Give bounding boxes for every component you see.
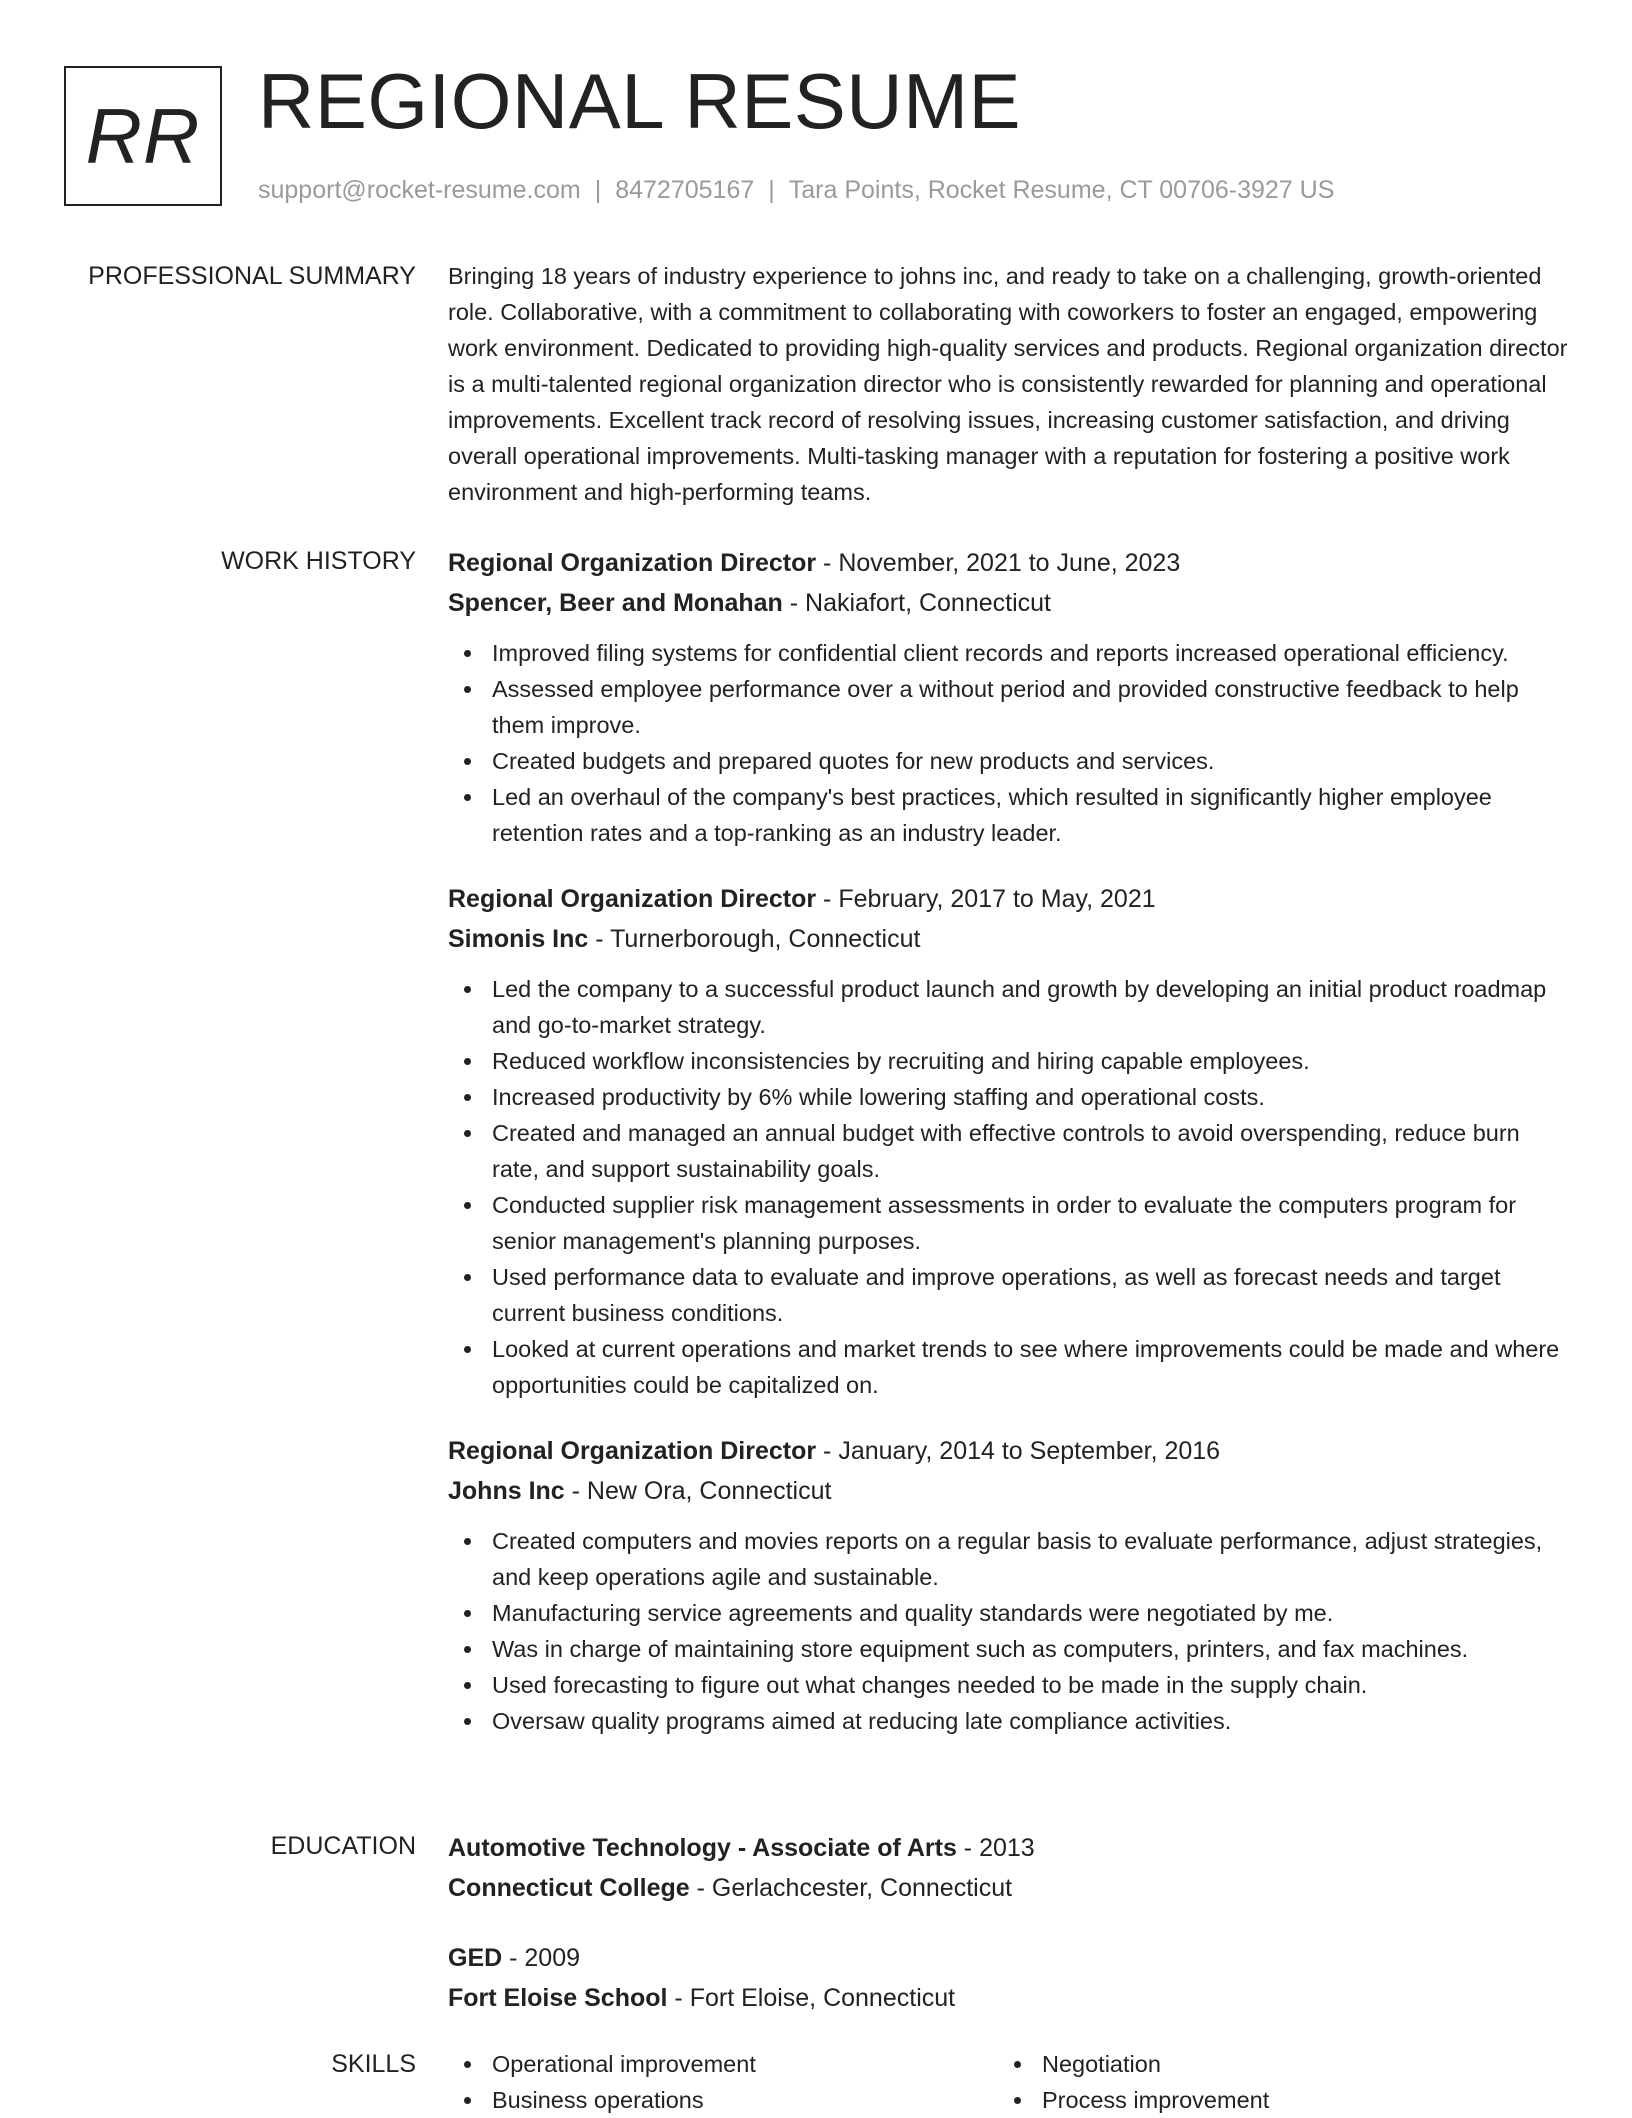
job-location: - New Ora, Connecticut (564, 1477, 832, 1505)
education-entry (448, 1828, 1570, 1908)
job-company: Johns Inc (448, 1477, 565, 1505)
contact-email: support@rocket-resume.com (258, 176, 581, 204)
job-title-line (448, 879, 1570, 919)
summary-body (448, 258, 1570, 510)
job-title-line (448, 543, 1570, 583)
job-company-line (448, 583, 1570, 623)
job-bullet: Led the company to a successful product launch and growth by developing an initial product roadmap and go-to-market strategy. (448, 971, 1570, 1043)
bullet-dot (464, 1610, 471, 1617)
job-company: Spencer, Beer and Monahan (448, 589, 783, 617)
bullet-dot (464, 1058, 471, 1065)
education-degree-line (448, 1938, 1570, 1978)
work-history-body (448, 543, 1570, 1739)
bullet-dot (464, 1274, 471, 1281)
education-school: Fort Eloise School (448, 1984, 668, 2012)
summary-text: Bringing 18 years of industry experience to johns inc, and ready to take on a challenging, growth-oriented role. Collaborative, with a commitment to collaborating with coworkers to foster an engaged, empowering work environment. Dedicated to providing high-quality services and products. Regional organization director is a multi-talented regional organization director who is consistently rewarded for planning and operational improvements. Excellent track record of resolving issues, increasing customer satisfaction, and driving overall operational improvements. Multi-tasking manager with a reputation for fostering a positive work environment and high-performing teams. (448, 263, 1568, 505)
bullet-dot (464, 1646, 471, 1653)
job-entry (448, 543, 1570, 851)
education-year: - 2009 (502, 1944, 581, 1972)
job-title: Regional Organization Director (448, 549, 817, 577)
skill-item: Business operations (448, 2082, 998, 2118)
job-bullet: Improved filing systems for confidential client records and reports increased operational efficiency. (448, 635, 1570, 671)
bullet-dot (464, 794, 471, 801)
contact-separator: | (768, 176, 775, 204)
bullet-dot (464, 2061, 471, 2068)
contact-line (258, 172, 1334, 208)
job-company-line (448, 919, 1570, 959)
education-degree: GED (448, 1944, 503, 1972)
job-bullet: Conducted supplier risk management assessments in order to evaluate the computers program for senior management's planning purposes. (448, 1187, 1570, 1259)
education-school-line (448, 1978, 1570, 2018)
bullet-dot (464, 1130, 471, 1137)
job-dates: - November, 2021 to June, 2023 (816, 549, 1181, 577)
contact-phone: 8472705167 (615, 176, 755, 204)
job-bullet: Assessed employee performance over a without period and provided constructive feedback to help them improve. (448, 671, 1570, 743)
resume-name: REGIONAL RESUME (258, 57, 1022, 145)
education-location: - Gerlachcester, Connecticut (689, 1874, 1013, 1902)
bullet-dot (464, 686, 471, 693)
job-location: - Turnerborough, Connecticut (588, 925, 921, 953)
education-school: Connecticut College (448, 1874, 690, 1902)
job-entry (448, 1431, 1570, 1739)
bullet-dot (464, 1346, 471, 1353)
job-bullet: Created budgets and prepared quotes for new products and services. (448, 743, 1570, 779)
job-company-line (448, 1471, 1570, 1511)
bullet-dot (464, 1202, 471, 1209)
job-bullet: Looked at current operations and market trends to see where improvements could be made and where opportunities could be capitalized on. (448, 1331, 1570, 1403)
contact-address: Tara Points, Rocket Resume, CT 00706-3927 US (788, 176, 1335, 204)
job-bullet: Used forecasting to figure out what changes needed to be made in the supply chain. (448, 1667, 1570, 1703)
skill-item: Process improvement (998, 2082, 1548, 2118)
bullet-dot (464, 758, 471, 765)
job-bullet: Led an overhaul of the company's best practices, which resulted in significantly higher employee retention rates and a top-ranking as an industry leader. (448, 779, 1570, 851)
job-entry (448, 879, 1570, 1403)
education-heading: EDUCATION (270, 1832, 416, 1860)
summary-heading: PROFESSIONAL SUMMARY (88, 262, 416, 290)
skills-body (448, 2046, 1570, 2118)
education-body (448, 1828, 1570, 2018)
education-degree: Automotive Technology - Associate of Arts (448, 1834, 957, 1862)
job-bullet: Manufacturing service agreements and quality standards were negotiated by me. (448, 1595, 1570, 1631)
bullet-dot (464, 1718, 471, 1725)
job-bullets (448, 971, 1570, 1403)
job-bullet: Reduced workflow inconsistencies by recruiting and hiring capable employees. (448, 1043, 1570, 1079)
bullet-dot (464, 1538, 471, 1545)
education-degree-line (448, 1828, 1570, 1868)
monogram-logo: RR (64, 66, 222, 206)
skills-heading: SKILLS (331, 2050, 416, 2078)
job-bullet: Increased productivity by 6% while lowering staffing and operational costs. (448, 1079, 1570, 1115)
education-entry (448, 1938, 1570, 2018)
job-bullet: Created and managed an annual budget with effective controls to avoid overspending, reduce burn rate, and support sustainability goals. (448, 1115, 1570, 1187)
job-bullet: Was in charge of maintaining store equipment such as computers, printers, and fax machines. (448, 1631, 1570, 1667)
bullet-dot (464, 650, 471, 657)
contact-separator: | (594, 176, 602, 204)
job-bullet: Oversaw quality programs aimed at reducing late compliance activities. (448, 1703, 1570, 1739)
job-title: Regional Organization Director (448, 885, 817, 913)
skills-list-left (448, 2046, 998, 2118)
skills-list-right (998, 2046, 1548, 2118)
job-bullet: Used performance data to evaluate and improve operations, as well as forecast needs and target current business conditions. (448, 1259, 1570, 1331)
job-bullet: Created computers and movies reports on a regular basis to evaluate performance, adjust strategies, and keep operations agile and sustainable. (448, 1523, 1570, 1595)
bullet-dot (464, 2097, 471, 2104)
job-dates: - January, 2014 to September, 2016 (816, 1437, 1221, 1465)
education-school-line (448, 1868, 1570, 1908)
education-location: - Fort Eloise, Connecticut (667, 1984, 956, 2012)
bullet-dot (464, 986, 471, 993)
skill-item: Negotiation (998, 2046, 1548, 2082)
bullet-dot (1014, 2097, 1021, 2104)
job-title: Regional Organization Director (448, 1437, 817, 1465)
bullet-dot (1014, 2061, 1021, 2068)
skills-grid (448, 2046, 1570, 2118)
education-year: - 2013 (956, 1834, 1035, 1862)
job-location: - Nakiafort, Connecticut (782, 589, 1051, 617)
work-history-heading: WORK HISTORY (221, 547, 416, 575)
job-dates: - February, 2017 to May, 2021 (816, 885, 1156, 913)
bullet-dot (464, 1682, 471, 1689)
job-bullets (448, 635, 1570, 851)
job-title-line (448, 1431, 1570, 1471)
skill-item: Operational improvement (448, 2046, 998, 2082)
job-bullets (448, 1523, 1570, 1739)
job-company: Simonis Inc (448, 925, 589, 953)
bullet-dot (464, 1094, 471, 1101)
